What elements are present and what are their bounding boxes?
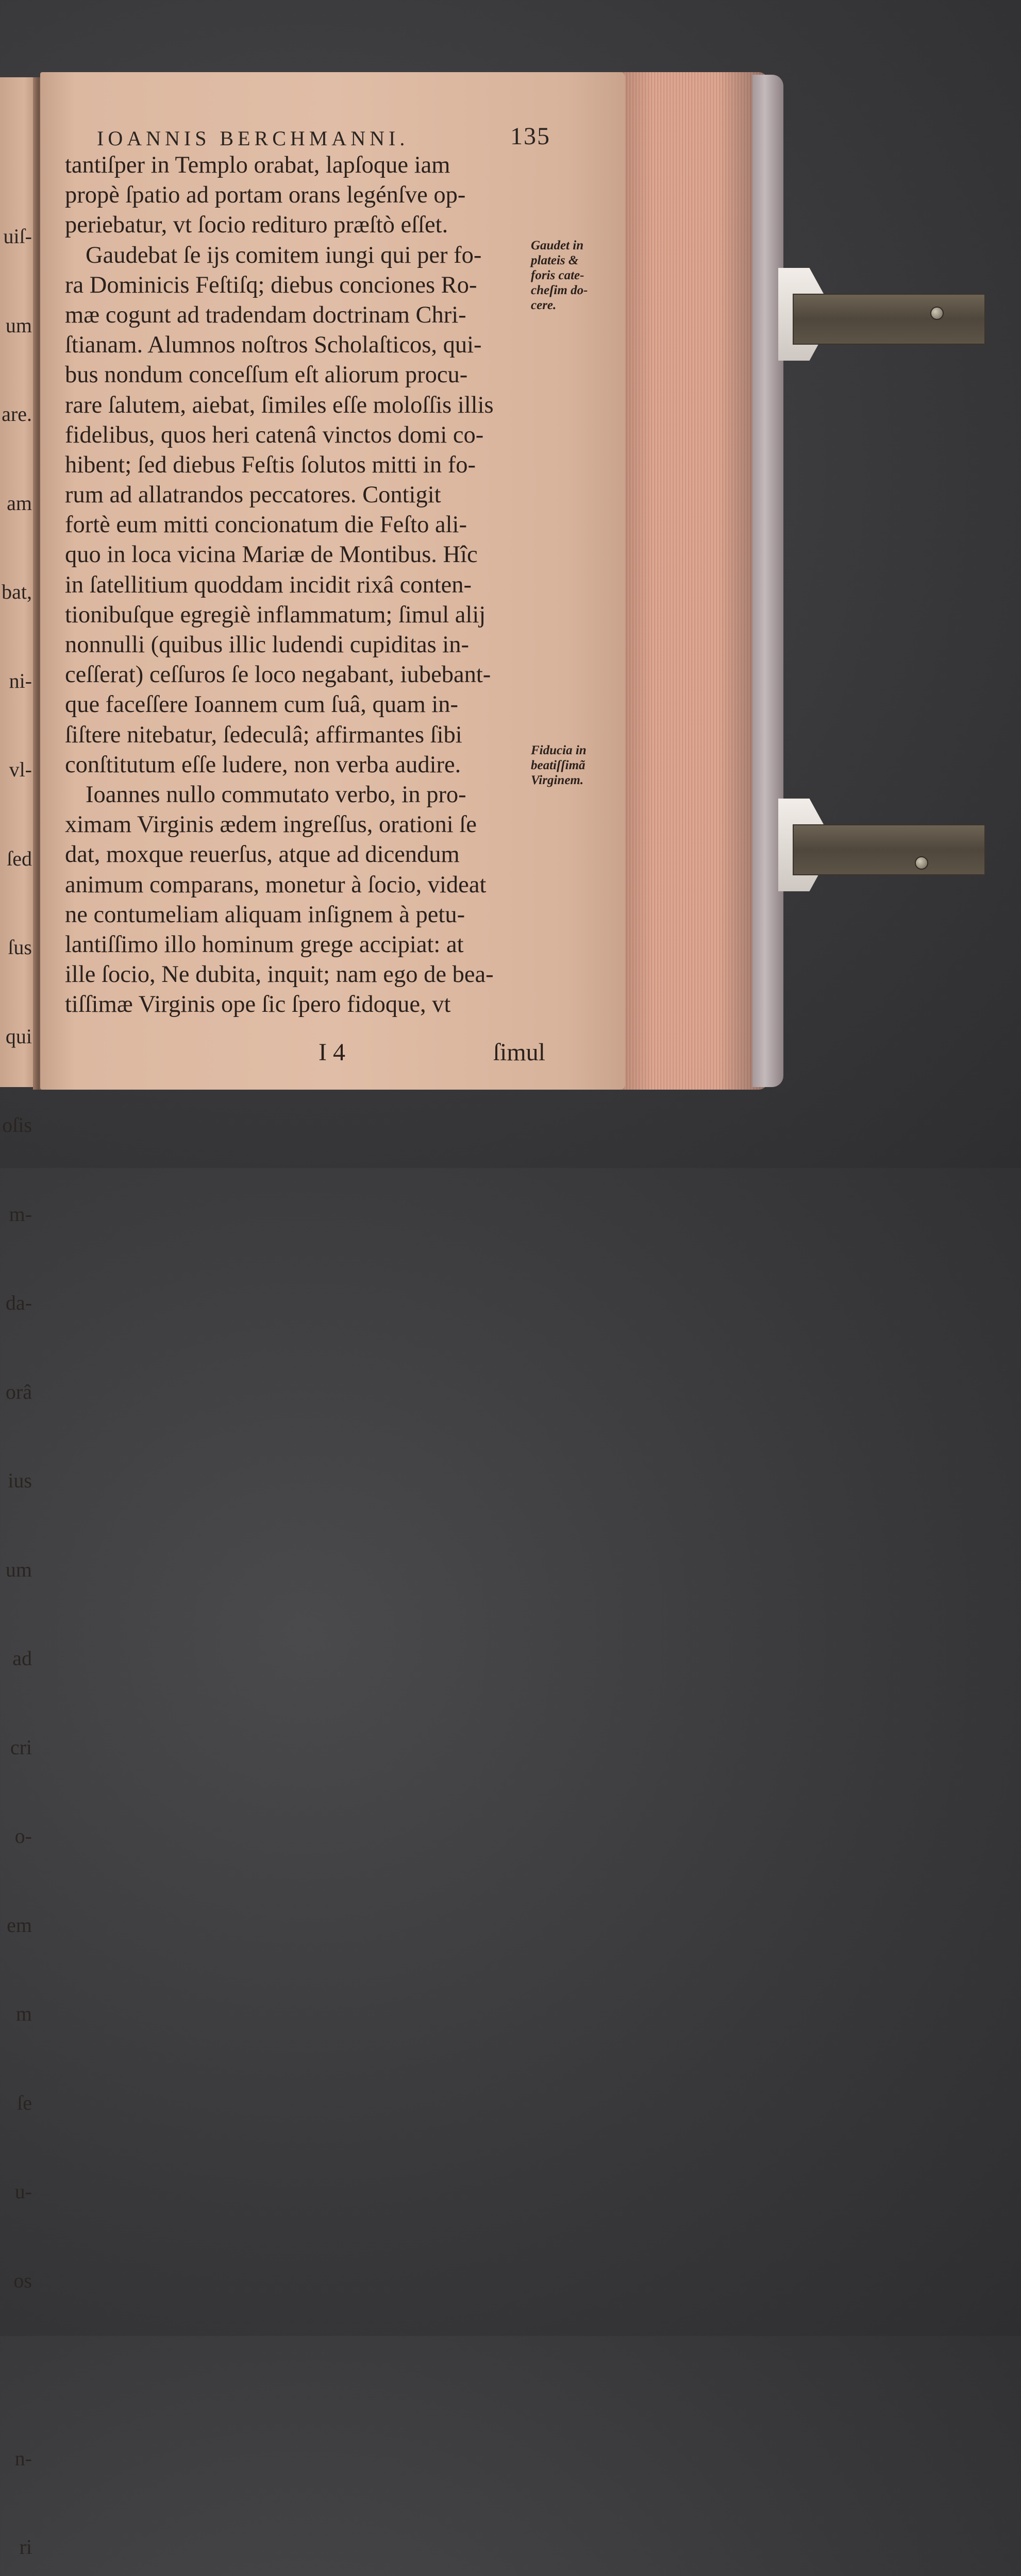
running-head-title: IOANNIS BERCHMANNI. (97, 127, 409, 150)
text-line: ſiſtere nitebatur, ſedeculâ; affirmantes ſibi (65, 721, 462, 748)
left-fragment: os (13, 2268, 32, 2292)
text-line: conſtitutum eſſe ludere, non verba audire. (65, 751, 461, 778)
left-fragment: orâ (5, 1380, 32, 1403)
text-line: fortè eum mitti concionatum die Feſto ali- (65, 512, 467, 538)
text-line: Ioannes nullo commutato verbo, in pro- (86, 781, 466, 808)
text-line: ille ſocio, Ne dubita, inquit; nam ego de bea- (65, 961, 494, 988)
text-line: hibent; ſed diebus Feſtis ſolutos mitti in fo- (65, 451, 476, 478)
text-line: Gaudebat ſe ijs comitem iungi qui per fo- (86, 242, 482, 268)
marginal-note-line: cere. (531, 298, 557, 312)
left-fragment: are. (2, 402, 32, 426)
left-fragment: m- (9, 1202, 32, 1226)
page-number: 135 (510, 123, 550, 150)
text-line: fidelibus, quos heri catenâ vinctos domi co- (65, 421, 484, 448)
lower-clasp (778, 799, 1000, 891)
left-fragment: um (5, 1557, 32, 1581)
left-fragment: u- (14, 2180, 32, 2203)
left-fragment: oſis (2, 1113, 32, 1137)
text-line: animum comparans, monetur à ſocio, videat (65, 871, 487, 898)
marginal-note-line: plateis & (531, 253, 579, 267)
marginal-note-line: beatiſſimã (531, 758, 585, 772)
text-line: ceſſerat) ceſſuros ſe loco negabant, iubebant- (65, 662, 491, 688)
text-line: in ſatellitium quoddam incidit rixâ conten- (65, 571, 472, 598)
left-fragment: ſus (8, 936, 32, 959)
text-line: bus nondum conceſſum eſt aliorum procu- (65, 362, 468, 388)
rivet-icon (915, 856, 928, 870)
body-text (65, 150, 529, 1020)
left-page-text (0, 162, 32, 2576)
left-fragment: em (7, 1913, 32, 1937)
marginal-note (531, 743, 624, 788)
text-line: ne contumeliam aliquam inſignem à petu- (65, 901, 465, 928)
rivet-icon (930, 307, 944, 320)
left-fragment: qui (5, 1024, 32, 1048)
left-fragment (0, 2354, 32, 2384)
text-line: ſtianam. Alumnos noſtros Scholaſticos, qui- (65, 332, 482, 359)
text-line: mæ cogunt ad tradendam doctrinam Chri- (65, 301, 466, 328)
left-fragment: ni- (9, 669, 32, 692)
running-head (97, 123, 550, 150)
left-fragment: ſed (7, 846, 32, 870)
text-line: quo in loca vicina Mariæ de Montibus. Hîc (65, 541, 478, 568)
left-fragment: bat, (2, 580, 32, 603)
text-line: tiſſimæ Virginis ope ſic ſpero fidoque, vt (65, 991, 451, 1018)
fore-edge-shading (603, 72, 768, 1090)
back-cover-edge (752, 75, 783, 1087)
marginal-note-line: foris cate- (531, 268, 584, 282)
text-line: dat, moxque reuerſus, atque ad dicendum (65, 841, 460, 868)
right-page (40, 72, 625, 1090)
text-line: tionibuſque egregiè inflammatum; ſimul alij (65, 601, 486, 628)
text-line: periebatur, vt ſocio redituro præſtò eſſet. (65, 212, 448, 239)
marginal-note-line: Fiducia in (531, 743, 587, 757)
left-fragment: da- (5, 1291, 32, 1314)
text-line: ra Dominicis Feſtiſq; diebus conciones Ro- (65, 272, 477, 298)
marginal-note-line: Virginem. (531, 773, 584, 787)
text-line: propè ſpatio ad portam orans legénſve op- (65, 182, 466, 209)
left-fragment: ſe (17, 2091, 32, 2114)
text-line: rare ſalutem, aiebat, ſimiles eſſe moloſſis illis (65, 392, 494, 418)
left-fragment: o- (14, 1824, 32, 1848)
left-fragment: vl- (9, 758, 32, 781)
left-fragment: uiſ- (3, 225, 32, 248)
left-fragment: am (7, 491, 32, 515)
text-line: tantiſper in Templo orabat, lapſoque iam (65, 152, 450, 178)
left-fragment: ad (12, 1647, 32, 1670)
left-fragment: um (5, 313, 32, 337)
upper-clasp (778, 268, 1000, 361)
marginal-note-line: Gaudet in (531, 239, 584, 252)
left-fragment: cri (10, 1735, 32, 1759)
signature-mark: I 4 (319, 1039, 345, 1066)
marginal-note (531, 238, 624, 313)
clasp-strap (793, 294, 985, 345)
left-fragment: ri (19, 2535, 32, 2558)
text-line: ximam Virginis ædem ingreſſus, orationi ſe (65, 811, 477, 838)
clasp-strap (793, 824, 985, 875)
text-line: nonnulli (quibus illic ludendi cupiditas in- (65, 632, 469, 658)
text-line: rum ad allatrandos peccatores. Contigit (65, 482, 441, 509)
left-fragment: n- (14, 2446, 32, 2470)
left-fragment: m (15, 2002, 32, 2025)
text-line: que faceſſere Ioannem cum ſuâ, quam in- (65, 691, 459, 718)
text-line: lantiſſimo illo hominum grege accipiat: at (65, 931, 464, 958)
left-fragment: ius (8, 1469, 32, 1492)
catchword: ſimul (493, 1039, 545, 1066)
marginal-note-line: cheſim do- (531, 283, 588, 297)
